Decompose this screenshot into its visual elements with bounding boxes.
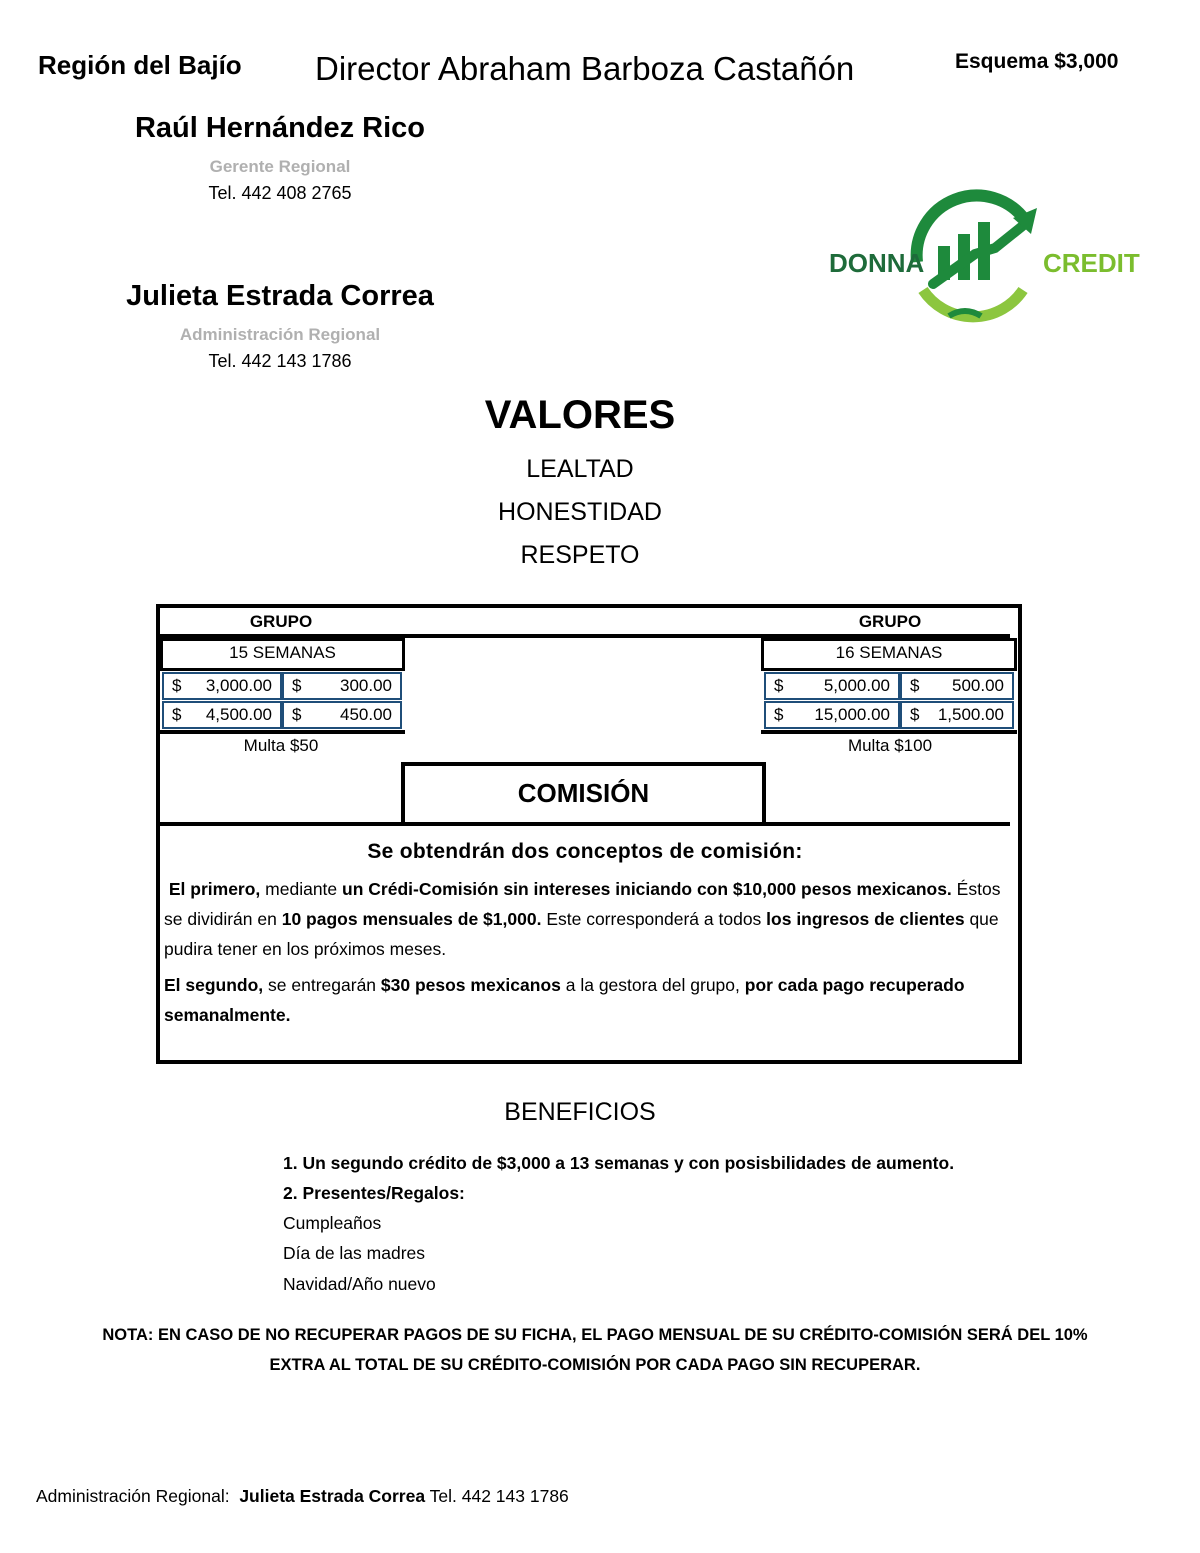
- payment-value: 1,500.00: [937, 705, 1004, 724]
- contact-tel: Tel. 442 143 1786: [208, 351, 352, 371]
- group-weeks: 15 SEMANAS: [160, 638, 405, 671]
- donna-credit-logo: [825, 180, 1140, 340]
- comision-paragraph-1: [160, 874, 1010, 964]
- divider: [761, 730, 1017, 734]
- text-bold: los ingresos de clientes: [766, 909, 965, 929]
- comision-title: COMISIÓN: [401, 762, 766, 826]
- group-payment-cell: [282, 672, 402, 700]
- group-amount-cell: [764, 672, 900, 700]
- comision-table: [156, 604, 1022, 1064]
- group-amount-cell: [764, 701, 900, 729]
- divider: [160, 730, 405, 734]
- beneficio-item: 1. Un segundo crédito de $3,000 a 13 semanas y con posisbilidades de aumento.: [283, 1153, 955, 1173]
- comision-heading: Se obtendrán dos conceptos de comisión:: [367, 840, 803, 863]
- group-amount-cell: [162, 672, 282, 700]
- payment-value: 300.00: [340, 676, 392, 695]
- group-payment-cell: [900, 701, 1014, 729]
- currency-symbol: $: [172, 705, 182, 724]
- region-title: Región del Bajío: [38, 50, 242, 80]
- currency-symbol: $: [910, 705, 920, 724]
- regalo-item: Día de las madres: [283, 1243, 426, 1263]
- group-multa: Multa $100: [847, 736, 933, 755]
- amount-value: 4,500.00: [205, 705, 272, 724]
- text-bold: 10 pagos mensuales de $1,000.: [281, 909, 542, 929]
- beneficio-item: 2. Presentes/Regalos:: [283, 1183, 465, 1203]
- logo-text-left: DONNA: [829, 248, 925, 278]
- contact-administracion: [100, 280, 460, 372]
- currency-symbol: $: [774, 705, 784, 724]
- logo-text-right: CREDIT: [1043, 248, 1140, 278]
- text-bold: por cada pago recuperado semanalmente.: [164, 975, 965, 1025]
- text: mediante: [260, 879, 343, 899]
- text-bold: El segundo,: [164, 975, 264, 995]
- contact-role: Administración Regional: [179, 325, 381, 344]
- payment-value: 500.00: [952, 676, 1004, 695]
- nota-line: EXTRA AL TOTAL DE SU CRÉDITO-COMISIÓN POR CADA PAGO SIN RECUPERAR.: [269, 1356, 921, 1374]
- footer: [36, 1486, 569, 1507]
- group-payment-cell: [282, 701, 402, 729]
- nota-line: NOTA: EN CASO DE NO RECUPERAR PAGOS DE SU FICHA, EL PAGO MENSUAL DE SU CRÉDITO-COMISIÓN SERÁ DEL 10%: [102, 1326, 1088, 1344]
- contact-role: Gerente Regional: [209, 157, 351, 176]
- valor-item: HONESTIDAD: [498, 498, 662, 526]
- currency-symbol: $: [292, 705, 302, 724]
- payment-value: 450.00: [340, 705, 392, 724]
- group-amount-cell: [162, 701, 282, 729]
- contact-tel: Tel. 442 408 2765: [208, 183, 352, 203]
- text: que pudira tener en los próximos meses.: [164, 909, 999, 959]
- valor-item: LEALTAD: [526, 455, 634, 483]
- footer-label: Administración Regional:: [36, 1486, 230, 1506]
- regalo-item: Cumpleaños: [283, 1213, 382, 1233]
- contact-name: Julieta Estrada Correa: [126, 280, 434, 312]
- esquema-label: Esquema $3,000: [955, 50, 1119, 73]
- amount-value: 5,000.00: [823, 676, 890, 695]
- currency-symbol: $: [292, 676, 302, 695]
- text: a la gestora del grupo,: [560, 975, 745, 995]
- group-weeks: 16 SEMANAS: [761, 638, 1017, 671]
- text: se entregarán: [263, 975, 381, 995]
- currency-symbol: $: [172, 676, 182, 695]
- text-bold: $30 pesos mexicanos: [380, 975, 561, 995]
- contact-name: Raúl Hernández Rico: [134, 112, 426, 144]
- group-title: GRUPO: [249, 612, 313, 631]
- currency-symbol: $: [774, 676, 784, 695]
- contact-gerente: [100, 112, 460, 204]
- text-bold: un Crédi-Comisión sin intereses iniciando con $10,000 pesos mexicanos.: [342, 879, 952, 899]
- group-payment-cell: [900, 672, 1014, 700]
- regalo-item: Navidad/Año nuevo: [283, 1274, 436, 1294]
- nota: [40, 1320, 1150, 1380]
- footer-tel: Tel. 442 143 1786: [429, 1486, 569, 1506]
- amount-value: 15,000.00: [814, 705, 890, 724]
- footer-name: Julieta Estrada Correa: [239, 1486, 426, 1506]
- currency-symbol: $: [910, 676, 920, 695]
- text: Este corresponderá a todos: [541, 909, 767, 929]
- text-bold: El primero,: [168, 879, 261, 899]
- beneficios-title: BENEFICIOS: [504, 1098, 656, 1126]
- director-title: Director Abraham Barboza Castañón: [315, 50, 855, 87]
- amount-value: 3,000.00: [205, 676, 272, 695]
- valor-item: RESPETO: [520, 541, 640, 569]
- valores-title: VALORES: [484, 393, 676, 437]
- text: Éstos se dividirán en: [164, 879, 1001, 929]
- group-title: GRUPO: [858, 612, 922, 631]
- comision-paragraph-2: [160, 970, 1010, 1030]
- group-multa: Multa $50: [243, 736, 319, 755]
- comision-body: [160, 822, 1010, 1056]
